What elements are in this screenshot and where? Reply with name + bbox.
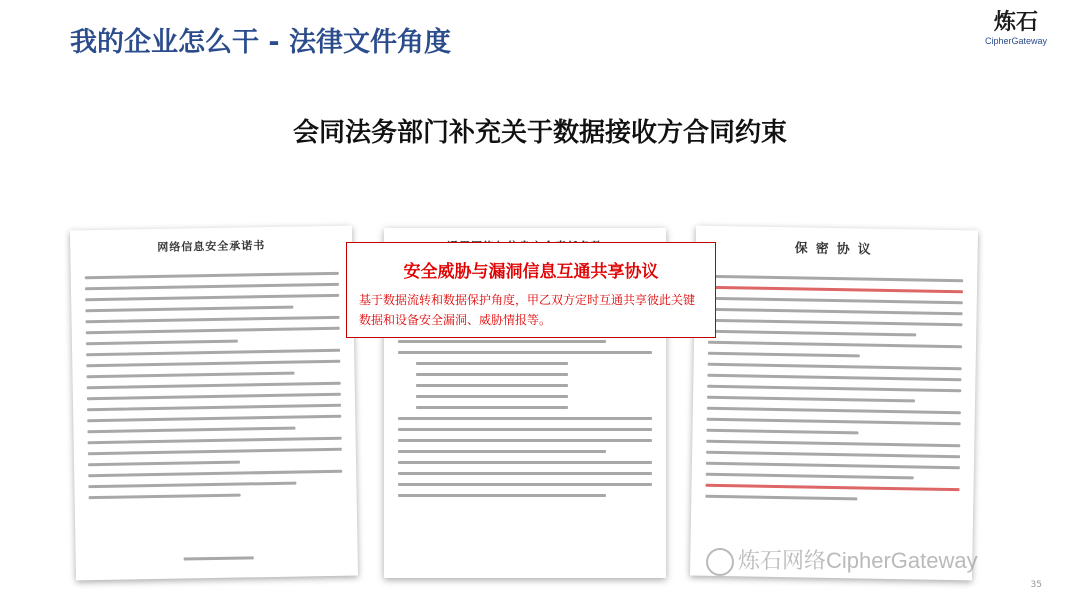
page-number: 35 [1030,580,1042,590]
wechat-icon [706,548,734,576]
logo-subtext: CipherGateway [984,36,1048,46]
callout-title: 安全威胁与漏洞信息互通共享协议 [403,262,659,282]
document-body [691,255,977,503]
document-body [70,252,356,500]
document-confidentiality-agreement [690,226,978,581]
company-logo [976,10,1056,46]
callout-body: 基于数据流转和数据保护角度，甲乙双方定时互通共享彼此关键数据和设备安全漏洞、威胁情报等。 [359,293,696,327]
watermark-text: 炼石网络CipherGateway [738,548,978,573]
slide-subtitle: 会同法务部门补充关于数据接收方合同约束 [292,118,787,148]
signature-line [184,556,254,560]
callout-box [346,242,716,338]
document-title: 保密协议 [794,241,879,258]
slide-title: 我的企业怎么干 - 法律文件角度 [70,27,452,58]
document-security-commitment [70,226,358,581]
watermark [706,544,978,576]
document-title: 网络信息安全承诺书 [157,239,266,254]
logo-mark: 炼石 [993,10,1038,35]
